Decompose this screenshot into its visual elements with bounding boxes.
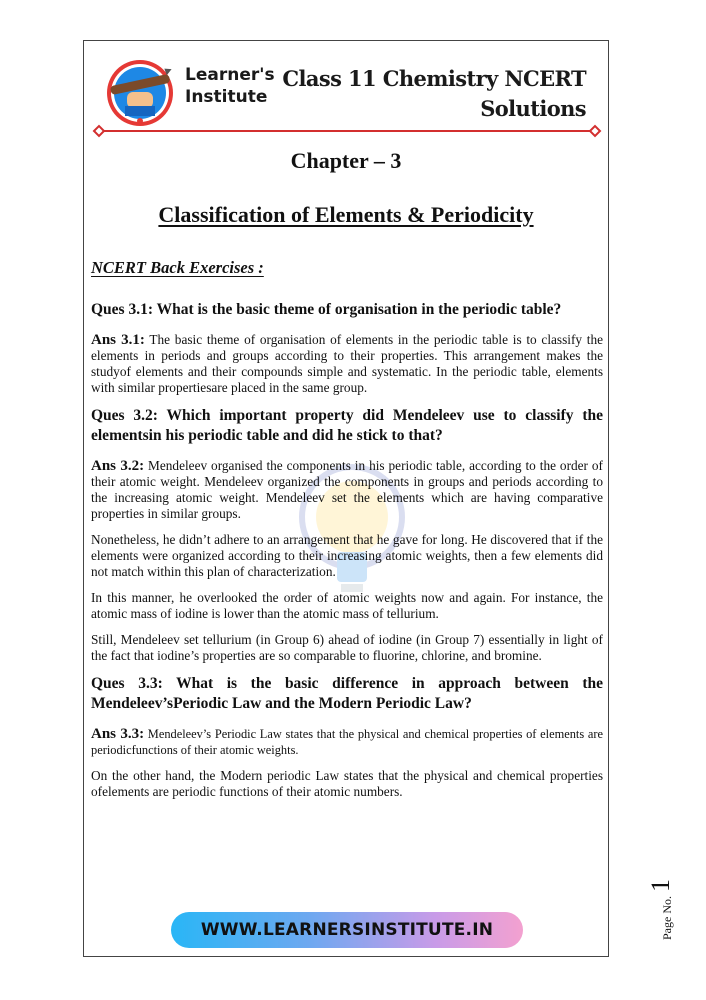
- website-url[interactable]: WWW.LEARNERSINSTITUTE.IN: [200, 920, 494, 940]
- learners-institute-logo: [105, 58, 175, 128]
- answer-text: Mendeleev organised the components in his periodic table, according to the order of their atomic weight. Mendeleev organized the components in groups and periods according to the increasing atomic weight. Mendeleev set the elements which are having comparative properties in similar groups.: [91, 458, 603, 521]
- header-divider: [92, 124, 602, 138]
- answer-label: Ans 3.2:: [91, 458, 145, 474]
- content-body: [91, 300, 603, 810]
- question-3-3: Ques 3.3: What is the basic difference in approach between the Mendeleev’sPeriodic Law and the Modern Periodic Law?: [91, 675, 603, 712]
- brand-line2: Institute: [185, 87, 268, 107]
- page-number-value: 1: [646, 879, 675, 892]
- answer-text: Mendeleev’s Periodic Law states that the physical and chemical properties of elements are periodicfunctions of their atomic weights.: [91, 727, 603, 757]
- answer-label: Ans 3.1:: [91, 332, 145, 348]
- paragraph: In this manner, he overlooked the order of atomic weights now and again. For instance, the atomic mass of iodine is lower than the atomic mass of tellurium.: [91, 590, 603, 621]
- answer-label: Ans 3.3:: [91, 726, 145, 742]
- page-number-label: Page No.: [660, 896, 674, 940]
- question-3-2: Ques 3.2: Which important property did Mendeleev use to classify the elementsin his periodic table and did he stick to that?: [91, 407, 603, 444]
- paragraph: Nonetheless, he didn’t adhere to an arrangement that he gave for long. He discovered that if the elements were organized according to their increasing atomic weights, then a few elements did not match within this plan of characterization.: [91, 532, 603, 579]
- chapter-heading: Chapter – 3: [290, 148, 402, 173]
- answer-3-2: [91, 458, 603, 522]
- document-title-line2: Solutions: [480, 96, 586, 121]
- answer-3-3: [91, 726, 603, 758]
- answer-text: The basic theme of organisation of elements in the periodic table is to classify the elements in periods and groups according to their properties. This arrangement makes the studyof elements and their compounds simple and systematic. In the periodic table, elements with similar propertiesare placed in the same group.: [91, 332, 604, 395]
- answer-3-1: [91, 332, 603, 396]
- website-banner[interactable]: [171, 912, 523, 948]
- paragraph: Still, Mendeleev set tellurium (in Group 6) ahead of iodine (in Group 7) essentially in light of the fact that iodine’s properties are so comparable to fluorine, chlorine, and bromine.: [91, 632, 603, 663]
- paragraph: On the other hand, the Modern periodic Law states that the physical and chemical properties ofelements are periodic functions of their atomic numbers.: [91, 768, 603, 799]
- document-title-line1: Class 11 Chemistry NCERT: [282, 66, 586, 91]
- page-number: [648, 879, 674, 940]
- document-title: [282, 64, 586, 124]
- question-3-1: Ques 3.1: What is the basic theme of organisation in the periodic table?: [91, 301, 562, 318]
- brand-line1: Learner's: [185, 65, 275, 85]
- section-heading: NCERT Back Exercises :: [91, 258, 264, 277]
- brand-name: [185, 64, 275, 108]
- chapter-title: Classification of Elements & Periodicity: [158, 202, 534, 227]
